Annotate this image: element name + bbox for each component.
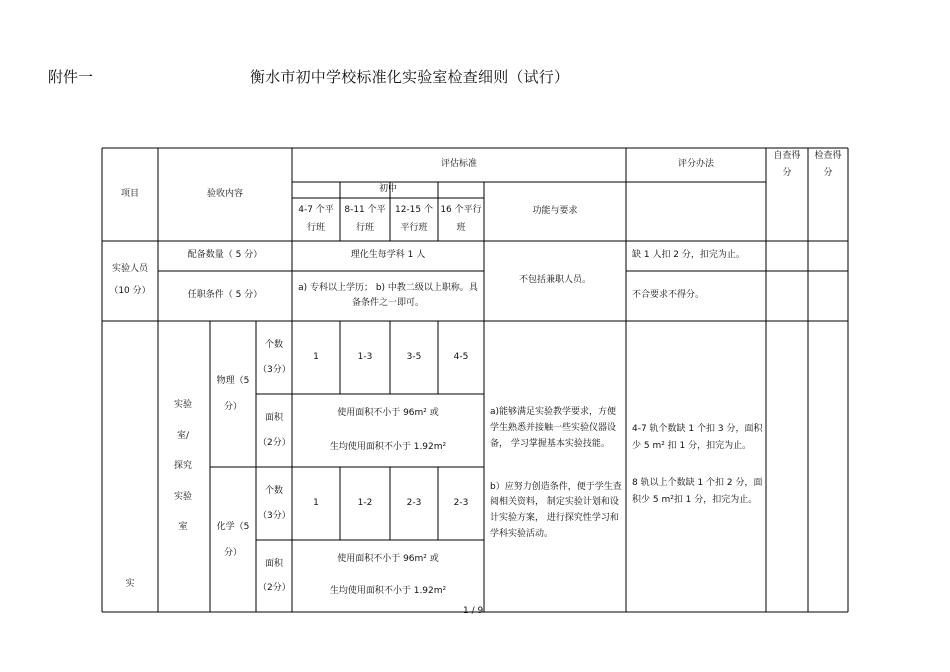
header-class-3: 12-15 个平行班 — [394, 205, 433, 233]
chemistry-area-line2: 生均使用面积不小于 1.92m² — [329, 586, 447, 597]
lab-function-b: b）应努力创造条件，便于学生查阅相关资料， 制定实验计划和设计实验方案， 进行探究性学习和学科实验活动。 — [490, 481, 622, 539]
chemistry-area-line1: 使用面积不小于 96m² 或 — [337, 554, 439, 565]
physics-label: 物理（5 分） — [216, 375, 250, 412]
physics-area-line2: 生均使用面积不小于 1.92m² — [329, 442, 447, 453]
staff-quantity: 配备数量（ 5 分） — [187, 250, 263, 261]
attachment-label: 附件一 — [48, 68, 94, 86]
chemistry-count-3: 2-3 — [406, 497, 422, 508]
lab-function-a: a)能够满足实验教学要求，方便学生熟悉并接触一些实验仪器设备， 学习掌握基本实验技能。 — [490, 407, 617, 449]
header-junior: 初中 — [378, 184, 397, 195]
lab-item: 实 — [125, 579, 135, 590]
lab-scoring-2: 8 轨以上个数缺 1 个扣 2 分，面积少 5 m²扣 1 分，扣完为止。 — [632, 477, 763, 505]
header-content: 验收内容 — [206, 188, 243, 199]
header-item: 项目 — [120, 188, 139, 199]
header-class-2: 8-11 个平行班 — [344, 205, 386, 233]
staff-qualification: 任职条件（ 5 分） — [187, 290, 263, 301]
header-self-score: 自查得分 — [773, 150, 801, 178]
staff-item: 实验人员（10 分） — [109, 264, 151, 296]
staff-function: 不包括兼职人员。 — [518, 275, 591, 286]
physics-count-1: 1 — [313, 351, 319, 362]
header-check-score: 检查得分 — [814, 150, 842, 178]
chemistry-area-label: 面积（2分） — [258, 558, 291, 593]
physics-count-label: 个数（3分） — [258, 340, 291, 375]
page-number: 1 / 9 — [463, 606, 484, 616]
header-standard: 评估标准 — [440, 159, 477, 170]
header-scoring: 评分办法 — [677, 159, 714, 170]
lab-scoring-1: 4-7 轨个数缺 1 个扣 3 分，面积少 5 m² 扣 1 分，扣完为止。 — [632, 423, 763, 451]
physics-count-4: 4-5 — [453, 351, 469, 362]
physics-count-2: 1-3 — [357, 351, 373, 362]
chemistry-count-label: 个数（3分） — [258, 486, 291, 521]
chemistry-count-1: 1 — [313, 497, 319, 508]
physics-area-line1: 使用面积不小于 96m² 或 — [337, 408, 439, 419]
header-function: 功能与要求 — [532, 205, 578, 216]
lab-sub-label: 实验室/探究实验室 — [174, 400, 193, 533]
header-class-1: 4-7 个平行班 — [298, 205, 334, 233]
document-title: 衡水市初中学校标准化实验室检查细则（试行） — [250, 68, 570, 86]
staff-qualification-scoring: 不合要求不得分。 — [632, 290, 705, 301]
physics-area-label: 面积（2分） — [258, 413, 291, 448]
physics-count-3: 3-5 — [406, 351, 422, 362]
chemistry-count-4: 2-3 — [453, 497, 469, 508]
staff-quantity-standard: 理化生每学科 1 人 — [350, 250, 426, 261]
chemistry-label: 化学（5 分） — [216, 521, 250, 558]
staff-quantity-scoring: 缺 1 人扣 2 分，扣完为止。 — [632, 250, 745, 261]
staff-qualification-standard: a) 专科以上学历； b) 中教二级以上职称。具备条件之一即可。 — [298, 282, 478, 308]
chemistry-count-2: 1-2 — [357, 497, 373, 508]
header-class-4: 16 个平行班 — [440, 205, 482, 233]
